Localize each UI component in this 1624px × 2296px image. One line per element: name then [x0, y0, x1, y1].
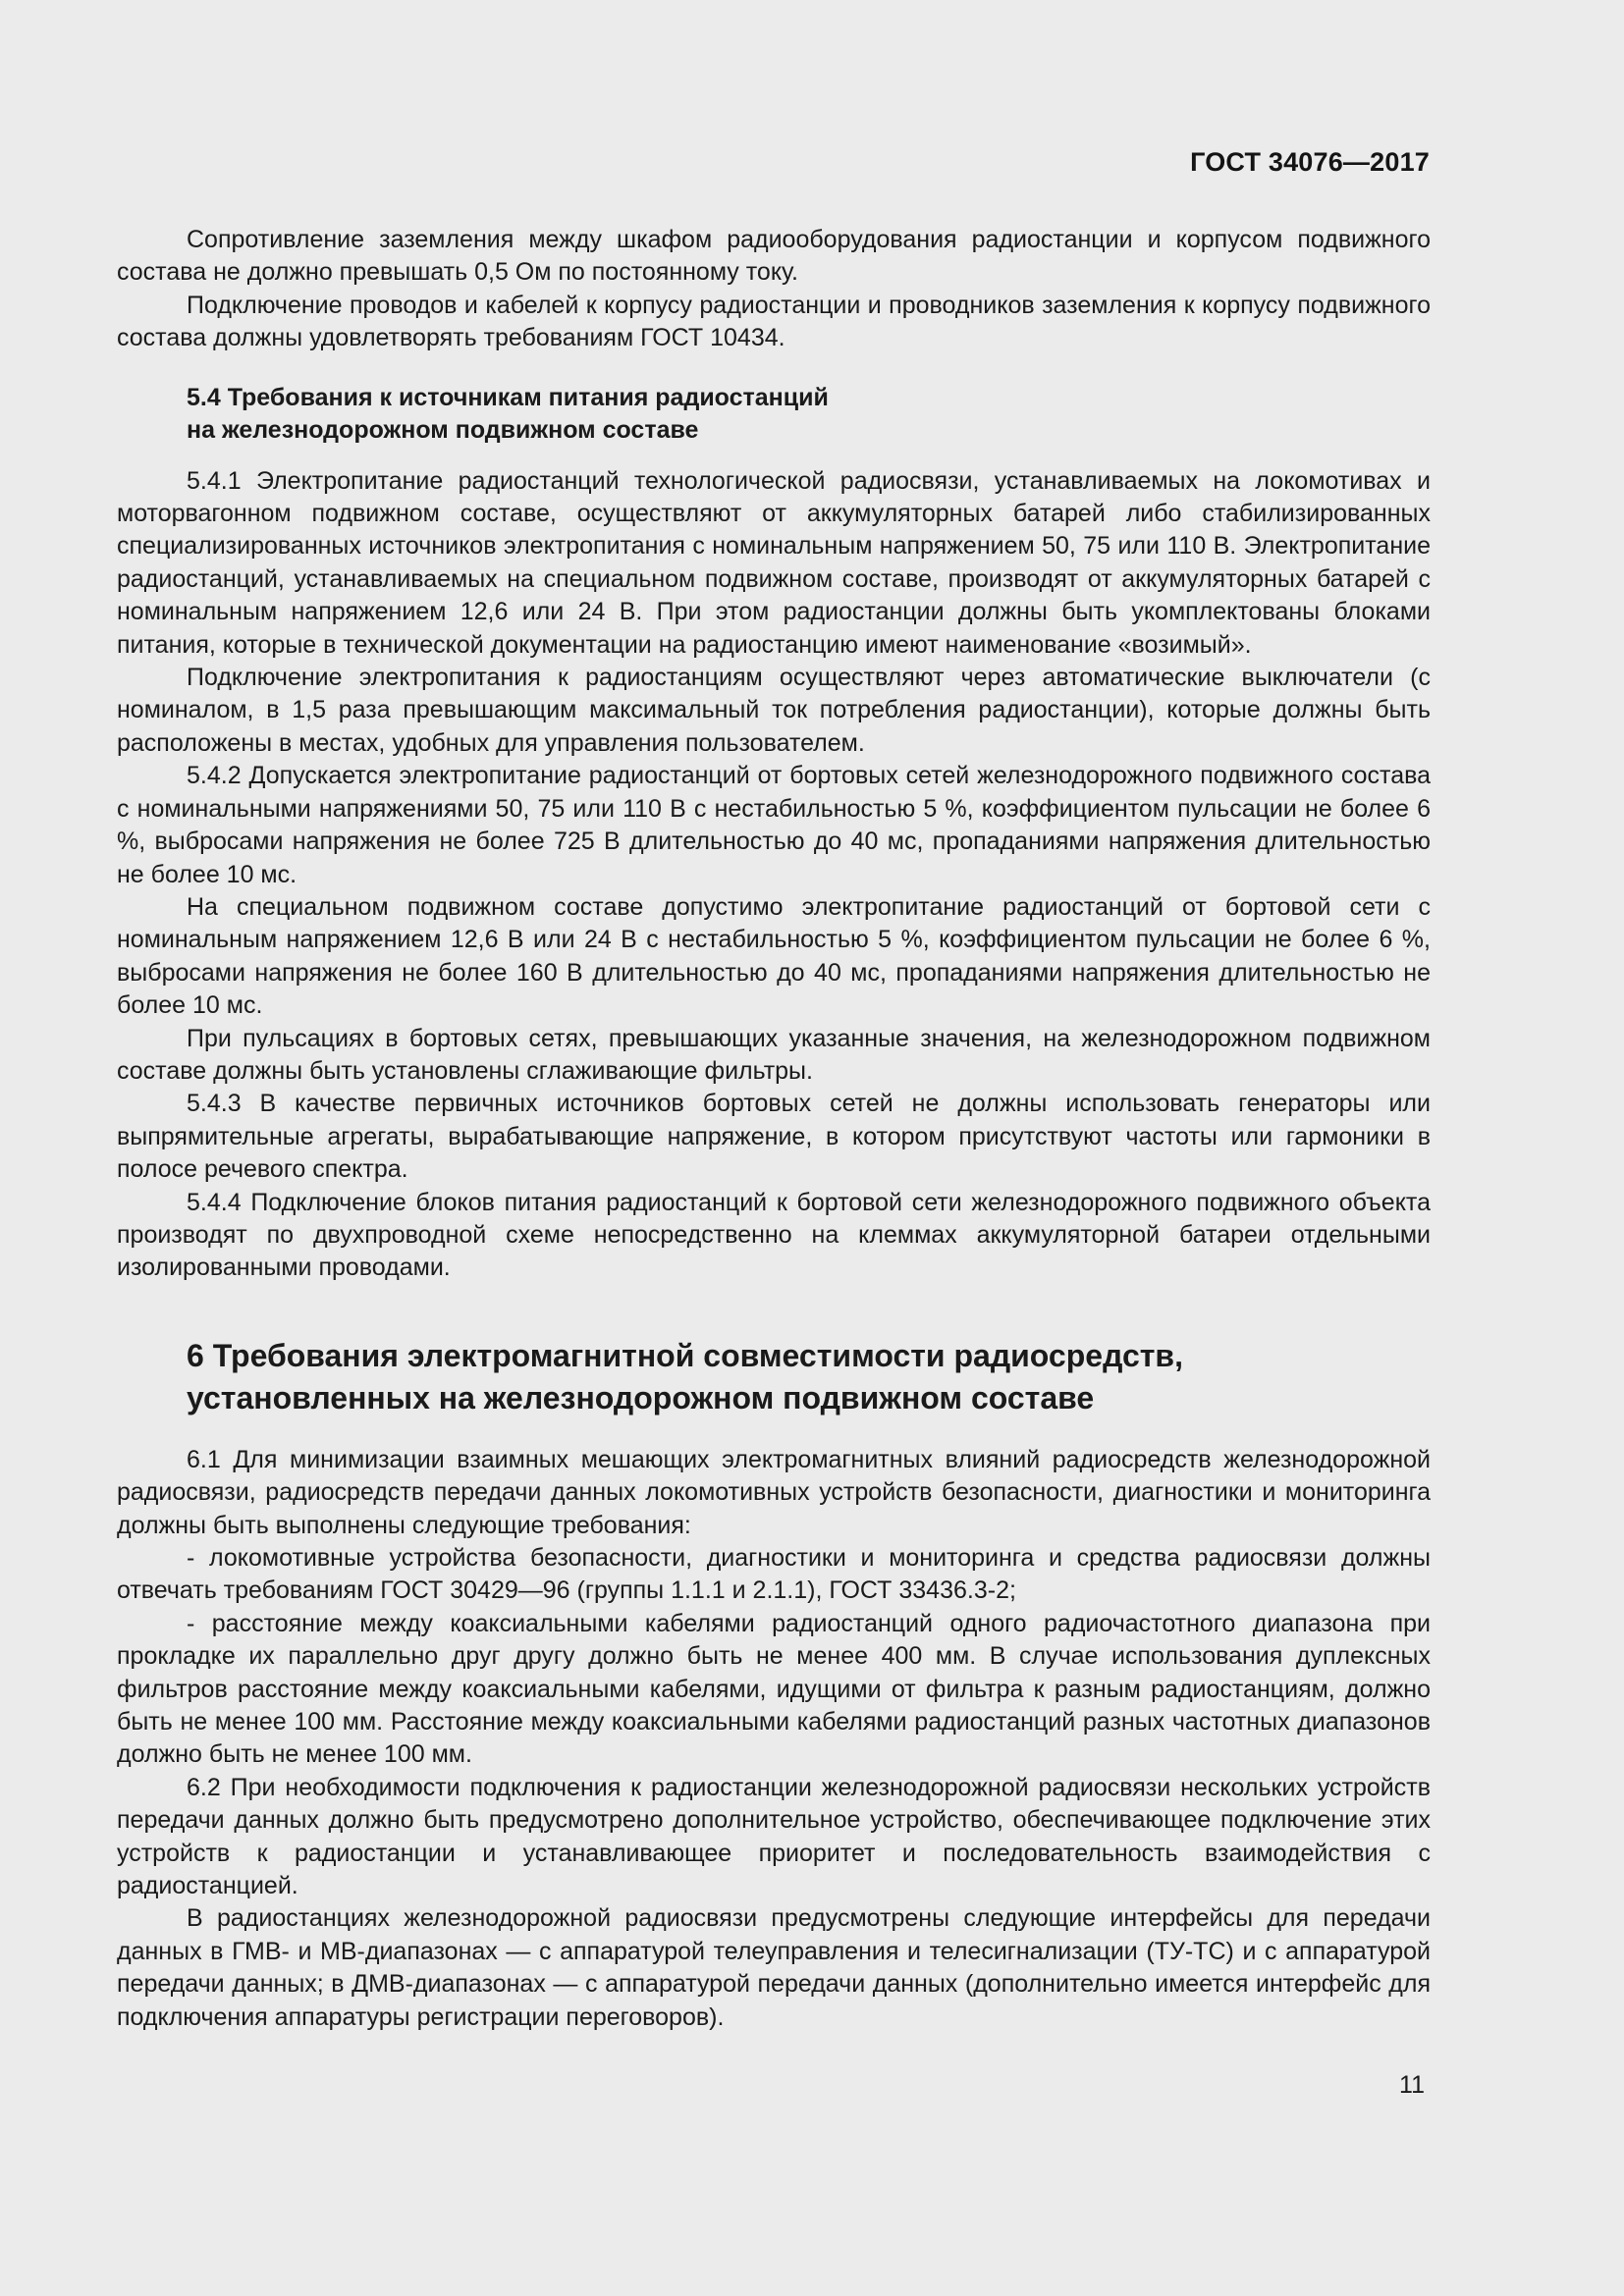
paragraph: В радиостанциях железнодорожной радиосвязи предусмотрены следующие интерфейсы для передачи данных в ГМВ- и МВ-диапазонах — с аппаратурой телеуправления и телесигнализации (ТУ-ТС) и с аппаратурой передачи данных; в ДМВ-диапазонах — с аппаратурой передачи данных (дополнительно имеется интерфейс для подключения аппаратуры регистрации переговоров). [117, 1904, 1431, 2031]
paragraph-6-2: 6.2 При необходимости подключения к радиостанции железнодорожной радиосвязи нескольких устройств передачи данных должно быть предусмотрено дополнительное устройство, обеспечивающее подключение этих устройств к радиостанции и устанавливающее приоритет и последовательность взаимодействия с радиостанцией. [117, 1773, 1431, 1900]
document-header-id: ГОСТ 34076—2017 [1190, 147, 1430, 177]
section-heading-line: 6 Требования электромагнитной совместимости радиосредств, [187, 1337, 1183, 1373]
paragraph-5-4-4: 5.4.4 Подключение блоков питания радиостанций к бортовой сети железнодорожного подвижного объекта производят по двухпроводной схеме непосредственно на клеммах аккумуляторной батареи отдельными изолированными проводами. [117, 1188, 1431, 1282]
section-heading-line: установленных на железнодорожном подвижном составе [187, 1379, 1095, 1415]
paragraph-5-4-3: 5.4.3 В качестве первичных источников бортовых сетей не должны использовать генераторы или выпрямительные агрегаты, вырабатывающие напряжение, в котором присутствуют частоты или гармоники в полосе речевого спектра. [117, 1090, 1431, 1184]
subsection-heading-line: 5.4 Требования к источникам питания радиостанций [187, 383, 829, 411]
paragraph: При пульсациях в бортовых сетях, превышающих указанные значения, на железнодорожном подвижном составе должны быть установлены сглаживающие фильтры. [117, 1024, 1431, 1085]
paragraph: На специальном подвижном составе допустимо электропитание радиостанций от бортовой сети с номинальным напряжением 12,6 В или 24 В с нестабильностью 5 %, коэффициентом пульсации не более 6 %, выбросами напряжения не более 160 В длительностью до 40 мс, пропаданиями напряжения длительностью не более 10 мс. [117, 892, 1431, 1020]
paragraph-6-1: 6.1 Для минимизации взаимных мешающих электромагнитных влияний радиосредств железнодорожной радиосвязи, радиосредств передачи данных локомотивных устройств безопасности, диагностики и мониторинга должны быть выполнены следующие требования: [117, 1445, 1431, 1539]
paragraph-5-4-2: 5.4.2 Допускается электропитание радиостанций от бортовых сетей железнодорожного подвижного состава с номинальными напряжениями 50, 75 или 110 В с нестабильностью 5 %, коэффициентом пульсации не более 6 %, выбросами напряжения не более 725 В длительностью до 40 мс, пропаданиями напряжения длительностью не более 10 мс. [117, 762, 1431, 888]
list-item: - локомотивные устройства безопасности, диагностики и мониторинга и средства радиосвязи должны отвечать требованиям ГОСТ 30429—96 (группы 1.1.1 и 2.1.1), ГОСТ 33436.3-2; [117, 1544, 1431, 1605]
subsection-heading-5-4 [117, 382, 1431, 447]
paragraph: Подключение проводов и кабелей к корпусу радиостанции и проводников заземления к корпусу подвижного состава должны удовлетворять требованиям ГОСТ 10434. [117, 291, 1431, 352]
paragraph: Подключение электропитания к радиостанциям осуществляют через автоматические выключатели (с номиналом, в 1,5 раза превышающим максимальный ток потребления радиостанции), которые должны быть расположены в местах, удобных для управления пользователем. [117, 664, 1431, 757]
document-body [117, 224, 1431, 2034]
page-number: 11 [1399, 2071, 1425, 2099]
paragraph: Сопротивление заземления между шкафом радиооборудования радиостанции и корпусом подвижного состава не должно превышать 0,5 Ом по постоянному току. [117, 226, 1431, 287]
paragraph-5-4-1: 5.4.1 Электропитание радиостанций технологической радиосвязи, устанавливаемых на локомотивах и моторвагонном подвижном составе, осуществляют от аккумуляторных батарей либо стабилизированных специализированных источников электропитания с номинальным напряжением 50, 75 или 110 В. Электропитание радиостанций, устанавливаемых на специальном подвижном составе, производят от аккумуляторных батарей с номинальным напряжением 12,6 или 24 В. При этом радиостанции должны быть укомплектованы блоками питания, которые в технической документации на радиостанцию имеют наименование «возимый». [117, 466, 1431, 659]
list-item: - расстояние между коаксиальными кабелями радиостанций одного радиочастотного диапазона при прокладке их параллельно друг другу должно быть не менее 400 мм. В случае использования дуплексных фильтров расстояние между коаксиальными кабелями, идущими от фильтра к разным радиостанциям, должно быть не менее 100 мм. Расстояние между коаксиальными кабелями радиостанций разных частотных диапазонов должно быть не менее 100 мм. [117, 1609, 1431, 1769]
subsection-heading-line: на железнодорожном подвижном составе [187, 415, 699, 444]
section-heading-6 [117, 1335, 1431, 1419]
